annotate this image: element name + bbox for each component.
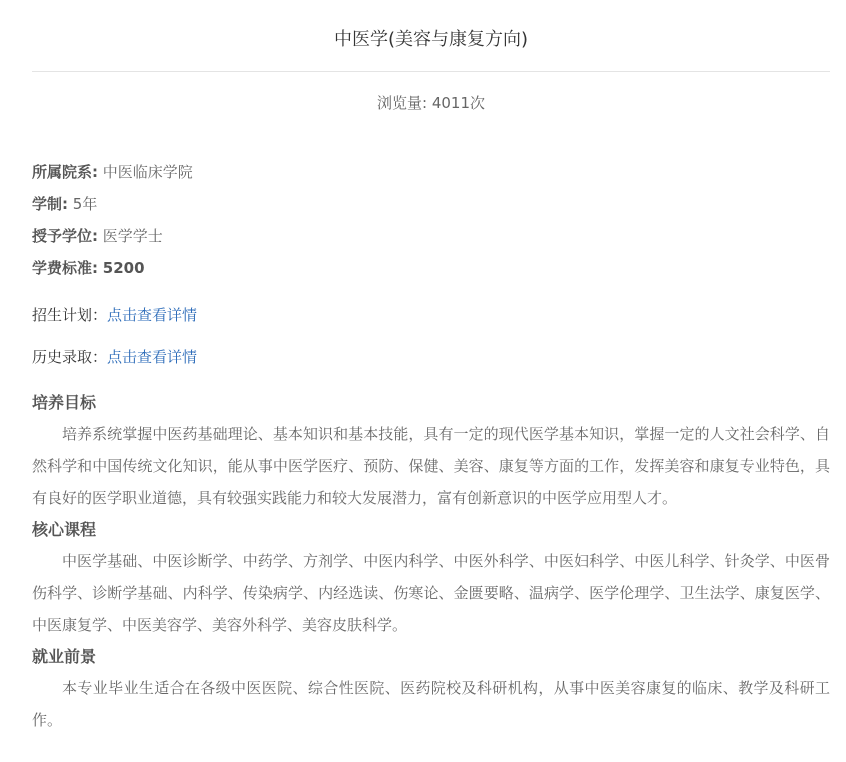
- duration-value: 5年: [72, 195, 98, 213]
- career-prospects-heading: 就业前景: [32, 647, 97, 666]
- core-courses-text: 中医学基础、中医诊断学、中药学、方剂学、中医内科学、中医外科学、中医妇科学、中医儿科学、针灸学、中医骨伤科学、诊断学基础、内科学、传染病学、内经选读、伤寒论、金匮要略、温病学、医学伦理学、卫生法学、康复医学、中医康复学、中医美容学、美容外科学、美容皮肤科学。: [32, 552, 830, 634]
- core-courses-heading: 核心课程: [32, 520, 97, 539]
- degree-value: 医学学士: [102, 227, 163, 245]
- enrollment-plan-label: 招生计划：: [32, 306, 108, 324]
- enrollment-plan-link[interactable]: 点击查看详情: [107, 306, 198, 324]
- degree-label: 授予学位:: [32, 227, 98, 245]
- training-goal-text: 培养系统掌握中医药基础理论、基本知识和基本技能，具有一定的现代医学基本知识，掌握一定的人文社会科学、自然科学和中国传统文化知识，能从事中医学医疗、预防、保健、美容、康复等方面的工作，发挥美容和康复专业特色，具有良好的医学职业道德，具有较强实践能力和较大发展潜力，富有创新意识的中医学应用型人才。: [32, 425, 830, 507]
- department-row: [32, 156, 830, 188]
- title-divider: [32, 71, 830, 72]
- career-prospects-section: [32, 641, 830, 736]
- duration-label: 学制:: [32, 195, 68, 213]
- view-count: 浏览量: 4011次: [377, 94, 485, 112]
- admission-history-link[interactable]: 点击查看详情: [107, 348, 198, 366]
- department-label: 所属院系:: [32, 163, 98, 181]
- duration-row: [32, 188, 830, 220]
- core-courses-section: [32, 514, 830, 641]
- enrollment-plan-row: [32, 299, 830, 331]
- degree-row: [32, 220, 830, 252]
- page-title: 中医学(美容与康复方向): [333, 29, 529, 50]
- tuition-row: [32, 252, 830, 284]
- tuition-label: 学费标准:: [32, 259, 98, 277]
- tuition-value: 5200: [102, 259, 145, 277]
- major-info: [32, 156, 830, 284]
- admission-history-row: [32, 341, 830, 373]
- career-prospects-text: 本专业毕业生适合在各级中医医院、综合性医院、医药院校及科研机构，从事中医美容康复的临床、教学及科研工作。: [32, 679, 830, 729]
- department-value: 中医临床学院: [102, 163, 193, 181]
- training-goal-section: [32, 387, 830, 514]
- training-goal-heading: 培养目标: [32, 393, 97, 412]
- admission-history-label: 历史录取：: [32, 348, 108, 366]
